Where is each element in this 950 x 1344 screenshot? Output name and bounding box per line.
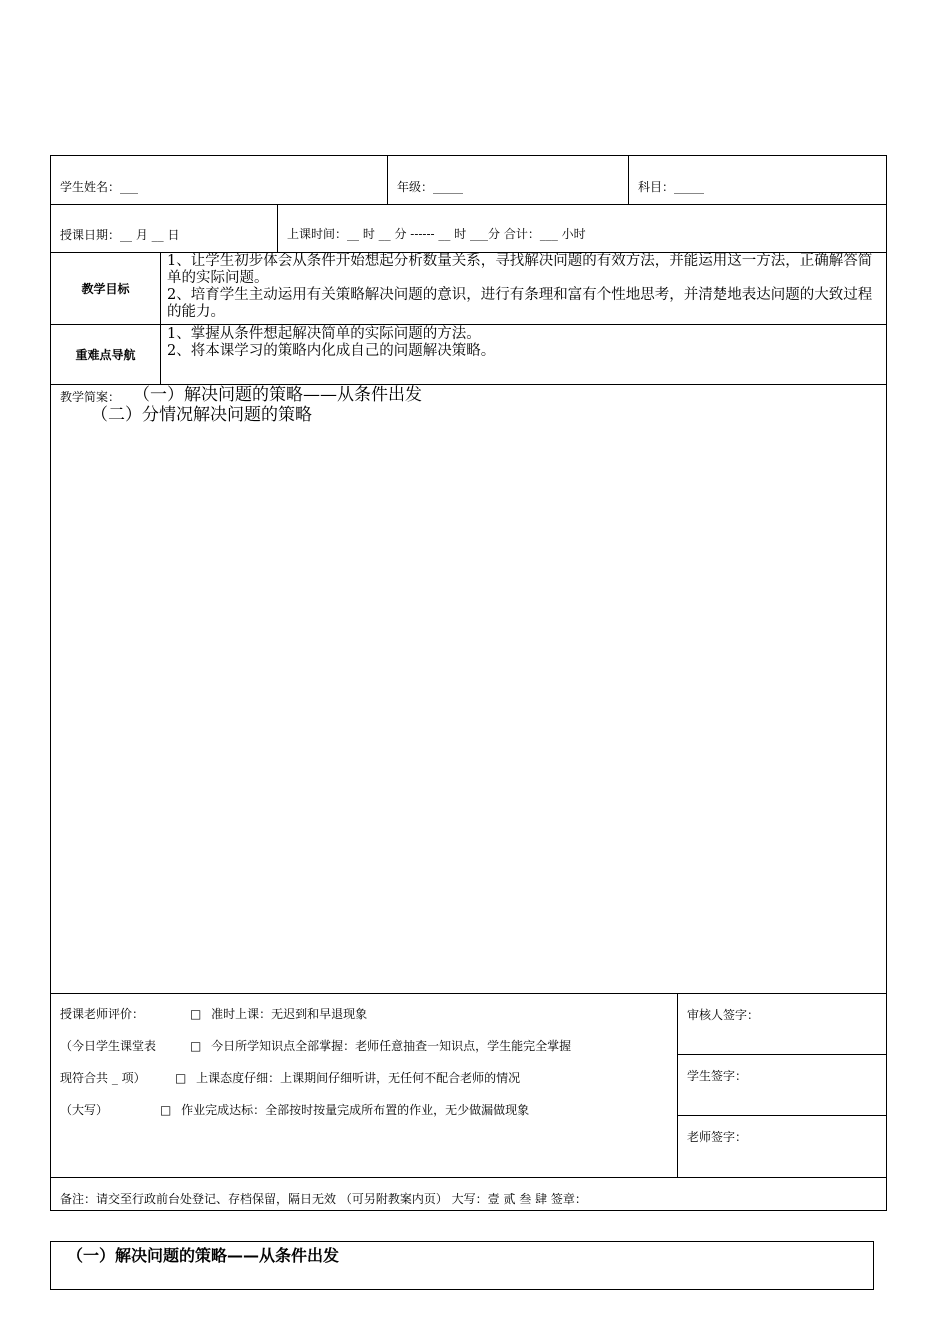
student-name-field: 学生姓名：___ bbox=[60, 180, 139, 194]
plan-label: 教学简案： bbox=[60, 390, 121, 404]
row-divider bbox=[50, 993, 887, 994]
eval-label: （今日学生课堂表 bbox=[60, 1039, 157, 1053]
objectives-content bbox=[167, 253, 879, 321]
keypoints-label: 重难点导航 bbox=[75, 348, 136, 362]
table-top-border bbox=[50, 155, 887, 156]
row-divider bbox=[50, 204, 887, 205]
grade-field: 年级：_____ bbox=[397, 180, 464, 194]
eval-item-text: 作业完成达标：全部按时按量完成所布置的作业，无少做漏做现象 bbox=[181, 1103, 530, 1117]
keypoints-content bbox=[167, 326, 879, 360]
eval-label: 授课老师评价： bbox=[60, 1007, 145, 1021]
student-signature: 学生签字： bbox=[687, 1069, 748, 1083]
table-bottom-border bbox=[50, 1210, 887, 1211]
eval-item bbox=[160, 1103, 529, 1117]
plan-item-1: （一）解决问题的策略——从条件出发 bbox=[133, 385, 422, 405]
reviewer-signature: 审核人签字： bbox=[687, 1008, 760, 1022]
eval-item-text: 准时上课：无迟到和早退现象 bbox=[211, 1007, 368, 1021]
eval-item bbox=[190, 1007, 367, 1021]
eval-item-text: 今日所学知识点全部掌握：老师任意抽查一知识点，学生能完全掌握 bbox=[211, 1039, 572, 1053]
checkbox-icon[interactable]: □ bbox=[175, 1071, 187, 1085]
footer-note: 备注：请交至行政前台处登记、存档保留，隔日无效 （可另附教案内页） 大写：壹 贰 叁 肆 签章： bbox=[60, 1192, 587, 1206]
row-divider bbox=[50, 1177, 887, 1178]
eval-label: 现符合共 _ 项） bbox=[60, 1071, 146, 1085]
keypoint-item: 1、掌握从条件想起解决简单的实际问题的方法。 bbox=[167, 326, 481, 342]
col-divider bbox=[160, 252, 161, 384]
signature-divider bbox=[677, 1054, 887, 1055]
col-divider bbox=[677, 993, 678, 1177]
checkbox-icon[interactable]: □ bbox=[190, 1007, 202, 1021]
col-divider bbox=[387, 155, 388, 204]
section-title: （一）解决问题的策略——从条件出发 bbox=[67, 1246, 340, 1265]
checkbox-icon[interactable]: □ bbox=[160, 1103, 172, 1117]
signature-divider bbox=[677, 1115, 887, 1116]
row-divider bbox=[50, 324, 887, 325]
lesson-date-field: 授课日期：__ 月 __ 日 bbox=[60, 228, 180, 242]
keypoint-item: 2、将本课学习的策略内化成自己的问题解决策略。 bbox=[167, 343, 496, 359]
objective-item: 1、让学生初步体会从条件开始想起分析数量关系，寻找解决问题的有效方法，并能运用这一方法，正确解答简单的实际问题。 bbox=[167, 253, 873, 286]
eval-item bbox=[175, 1071, 520, 1085]
objectives-label: 教学目标 bbox=[81, 282, 130, 296]
table-right-border bbox=[886, 155, 887, 1210]
subject-field: 科目：_____ bbox=[638, 180, 705, 194]
col-divider bbox=[277, 204, 278, 252]
objective-item: 2、培育学生主动运用有关策略解决问题的意识，进行有条理和富有个性地思考，并清楚地表达问题的大致过程的能力。 bbox=[167, 287, 873, 320]
col-divider bbox=[628, 155, 629, 204]
teacher-signature: 老师签字： bbox=[687, 1130, 748, 1144]
section-box bbox=[50, 1241, 874, 1290]
plan-item-2: （二）分情况解决问题的策略 bbox=[91, 405, 312, 425]
eval-item-text: 上课态度仔细：上课期间仔细听讲，无任何不配合老师的情况 bbox=[196, 1071, 521, 1085]
eval-item bbox=[190, 1039, 571, 1053]
checkbox-icon[interactable]: □ bbox=[190, 1039, 202, 1053]
class-time-field: 上课时间：__ 时 __ 分 ------ __ 时 ___分 合计：___ 小时 bbox=[287, 227, 586, 241]
eval-label: （大写） bbox=[60, 1103, 109, 1117]
